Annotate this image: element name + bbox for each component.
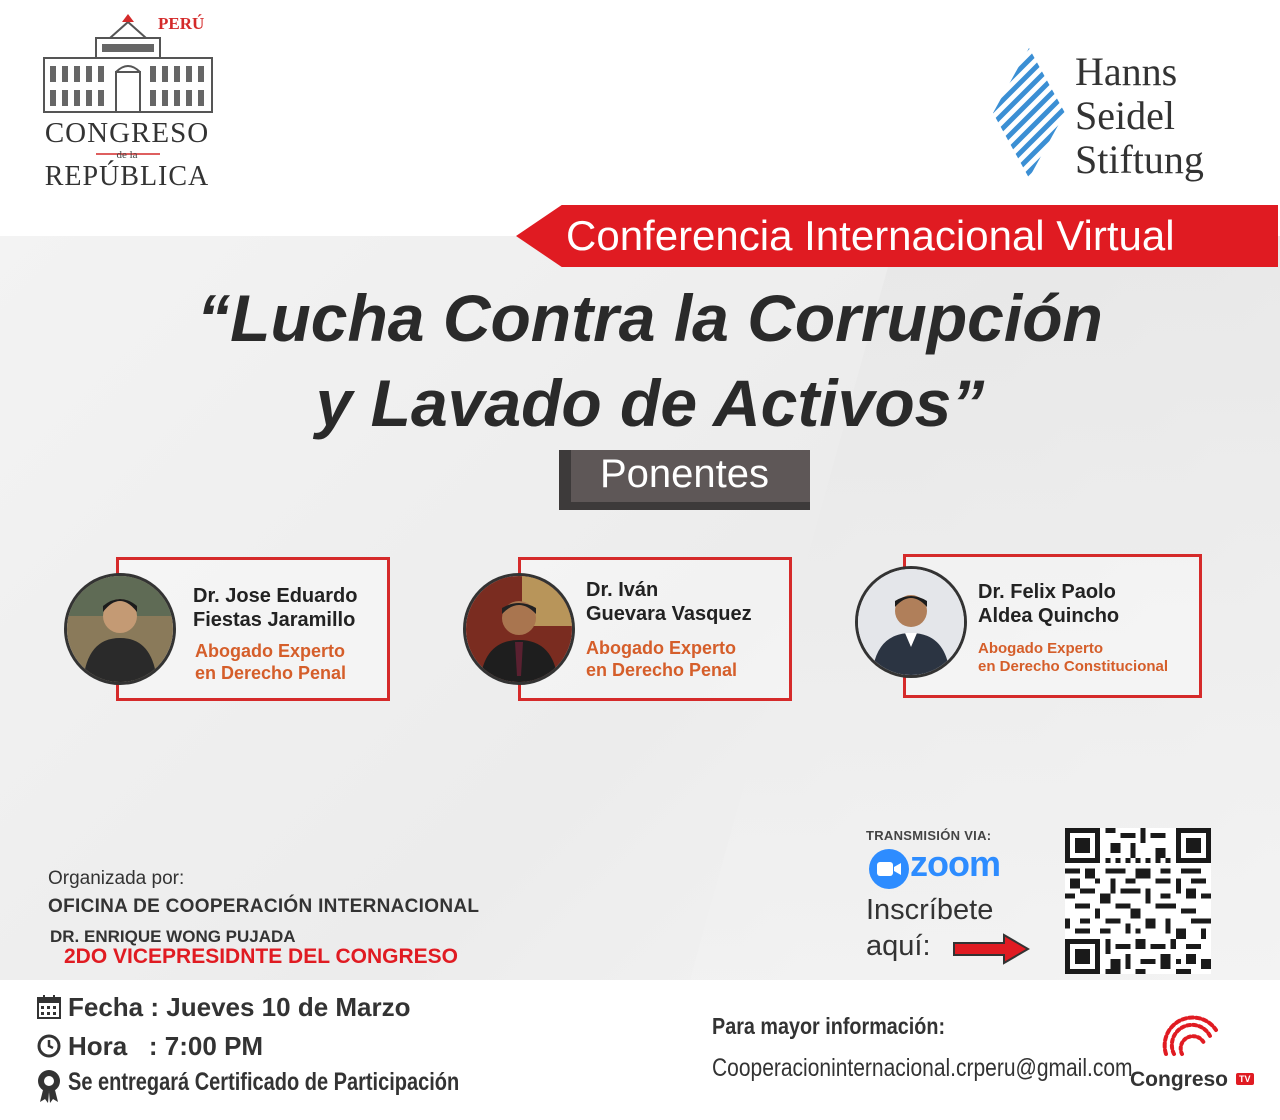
speaker-name-line2: Fiestas Jaramillo (193, 609, 356, 631)
date-value: Jueves 10 de Marzo (166, 992, 411, 1022)
speaker-photo-image (67, 576, 173, 682)
peru-label: PERÚ (158, 14, 205, 33)
speaker-name-line2: Aldea Quincho (978, 605, 1120, 627)
republica-wordmark: REPÚBLICA (44, 161, 210, 192)
register-text-line2: aquí: (866, 930, 931, 962)
congreso-de-la: de la (116, 149, 138, 161)
speaker-photo-image (858, 569, 964, 675)
ponentes-heading: Ponentes (599, 452, 770, 496)
event-time (68, 1031, 263, 1062)
speaker-photo (463, 573, 575, 685)
speaker-role-line2: en Derecho Penal (195, 663, 347, 683)
speaker-role-line1: Abogado Experto (195, 641, 346, 661)
zoom-camera-icon (868, 848, 910, 890)
hss-word-hanns: Hanns (1075, 49, 1178, 94)
transmission-label: TRANSMISIÓN VIA: (866, 828, 992, 843)
contact-label: Para mayor información: (712, 1013, 946, 1039)
speaker-photo (64, 573, 176, 685)
speaker-name-line1: Dr. Jose Eduardo (193, 585, 358, 607)
speaker-name-line1: Dr. Iván (586, 579, 659, 601)
qr-code[interactable] (1064, 828, 1212, 974)
hss-word-seidel: Seidel (1075, 93, 1175, 138)
speaker-role-line2: en Derecho Constitucional (978, 658, 1169, 675)
organizer-name: DR. ENRIQUE WONG PUJADA (50, 927, 296, 946)
register-text-line1: Inscríbete (866, 894, 994, 926)
organizer-office: OFICINA DE COOPERACIÓN INTERNACIONAL (48, 896, 480, 917)
zoom-wordmark[interactable]: zoom (910, 843, 1000, 884)
contact-email[interactable]: Cooperacioninternacional.crperu@gmail.com (712, 1054, 1133, 1082)
congreso-tv-badge: TV (1236, 1073, 1254, 1085)
congreso-tv-logo (1158, 1010, 1224, 1070)
clock-icon (37, 1034, 61, 1058)
arrow-right-icon (952, 933, 1030, 965)
speaker-photo (855, 566, 967, 678)
congreso-tv-wordmark: Congreso (1130, 1068, 1229, 1091)
speaker-role-line1: Abogado Experto (586, 638, 737, 658)
event-date (68, 992, 411, 1023)
date-label: Fecha : (68, 992, 160, 1022)
time-label: Hora (68, 1031, 128, 1061)
calendar-icon (36, 994, 62, 1020)
hss-word-stiftung: Stiftung (1075, 137, 1204, 182)
organizer-role: 2DO VICEPRESIDNTE DEL CONGRESO (64, 945, 459, 968)
banner-text: Conferencia Internacional Virtual (566, 212, 1175, 259)
speaker-role-line1: Abogado Experto (978, 640, 1104, 657)
certificate-note: Se entregará Certificado de Participación (68, 1068, 460, 1096)
time-value: : 7:00 PM (148, 1031, 264, 1061)
hss-diamond-logo (993, 48, 1065, 178)
speaker-role-line2: en Derecho Penal (586, 660, 738, 680)
congreso-wordmark: CONGRESO (44, 117, 210, 149)
speaker-name-line2: Guevara Vasquez (586, 603, 752, 625)
organizer-label: Organizada por: (48, 868, 185, 889)
event-title-line2: y Lavado de Activos” (315, 366, 985, 440)
certificate-icon (35, 1068, 63, 1104)
speaker-name-line1: Dr. Felix Paolo (978, 581, 1116, 603)
event-title-line1: “Lucha Contra la Corrupción (197, 281, 1103, 355)
speaker-photo-image (466, 576, 572, 682)
